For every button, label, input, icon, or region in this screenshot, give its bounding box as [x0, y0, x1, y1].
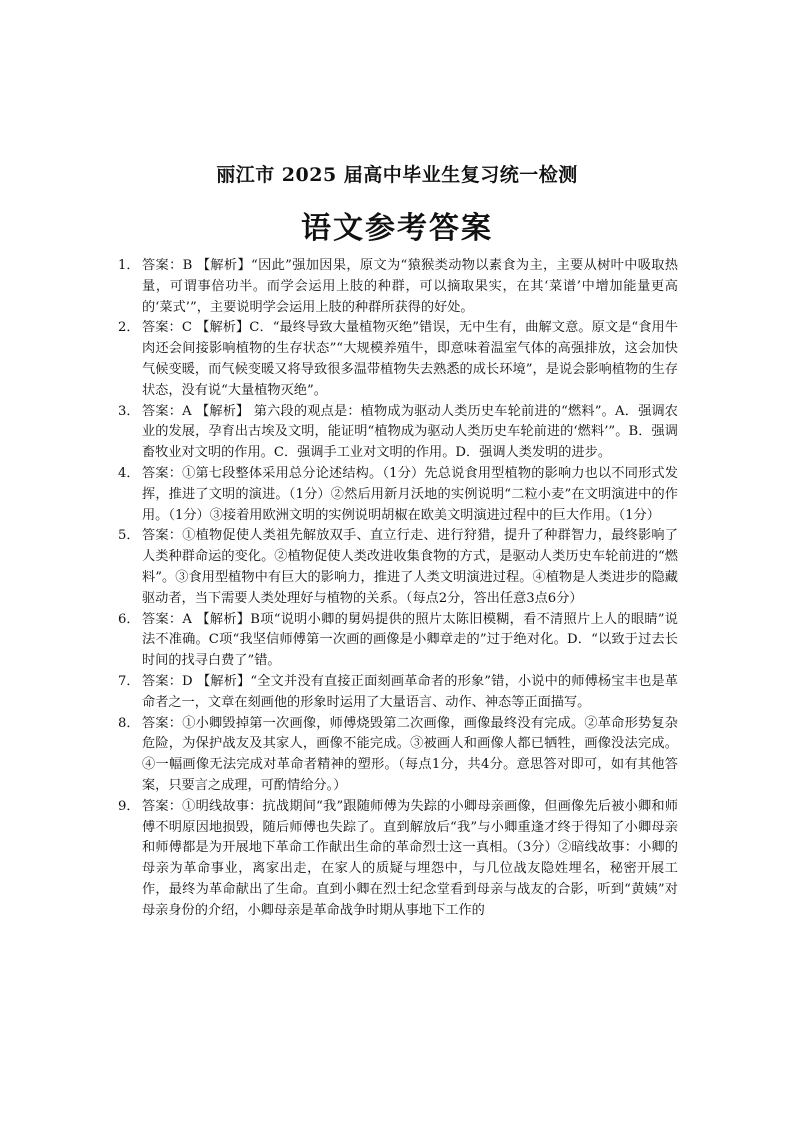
- answer-text: 答案：B 【解析】“因此”强加因果，原文为“猿猴类动物以素食为主，主要从树叶中吸取热量，可谓事倍功半。而学会运用上肢的种群，可以摘取果实，在其‘菜谱’中增加能量更高的‘菜式’”，主要说明学会运用上肢的种群所获得的好处。: [142, 258, 678, 315]
- answer-item-7: [118, 672, 678, 714]
- answer-item-8: [118, 714, 678, 797]
- answer-number: 7．: [118, 673, 140, 689]
- answer-text: 答案：①明线故事：抗战期间“我”跟随师傅为失踪的小卿母亲画像，但画像先后被小卿和师傅不明原因地损毁，随后师傅也失踪了。直到解放后“我”与小卿重逢才终于得知了小卿母亲和师傅都是为开展地下革命工作献出生命的革命烈士这一真相。（3分）②暗线故事：小卿的母亲为革命事业，离家出走，在家人的质疑与埋怨中，与几位战友隐姓埋名，秘密开展工作，最终为革命献出了生命。直到小卿在烈士纪念堂看到母亲与战友的合影，听到“黄姨”对母亲身份的介绍，小卿母亲是革命战争时期从事地下工作的: [142, 798, 678, 918]
- answer-text: 答案：D 【解析】“全文并没有直接正面刻画革命者的形象”错，小说中的师傅杨宝丰也是革命者之一，文章在刻画他的形象时运用了大量语言、动作、神态等正面描写。: [142, 673, 678, 710]
- answer-number: 3．: [118, 403, 140, 419]
- answer-text: 答案：①植物促使人类祖先解放双手、直立行走、进行狩猎，提升了种群智力，最终影响了人类种群命运的变化。②植物促使人类改进收集食物的方式，是驱动人类历史车轮前进的“燃料”。③食用型植物中有巨大的影响力，推进了人类文明演进过程。④植物是人类进步的隐藏驱动者，当下需要人类处理好与植物的关系。（每点2分，答出任意3点6分）: [142, 528, 678, 606]
- answer-item-3: [118, 402, 678, 464]
- answer-text: 答案：①小卿毁掉第一次画像，师傅烧毁第二次画像，画像最终没有完成。②革命形势复杂危险，为保护战友及其家人，画像不能完成。③被画人和画像人都已牺牲，画像没法完成。④一幅画像无法完成对革命者精神的塑形。（每点1分，共4分。意思答对即可，如有其他答案，只要言之成理，可酌情给分。）: [142, 715, 678, 793]
- answer-number: 4．: [118, 465, 140, 481]
- answer-number: 6．: [118, 611, 140, 627]
- answer-text: 答案：A 【解析】B项“说明小卿的舅妈提供的照片太陈旧模糊，看不清照片上人的眼睛”说法不准确。C项“我坚信师傅第一次画的画像是小卿章走的”过于绝对化。D．“以致于过去长时间的找寻白费了”错。: [142, 611, 678, 669]
- answer-number: 9．: [118, 798, 140, 814]
- document-title: 丽江市 2025 届高中毕业生复习统一检测: [216, 164, 578, 186]
- answer-text: 答案：A 【解析】 第六段的观点是：植物成为驱动人类历史车轮前进的“燃料”。A．强调农业的发展，孕育出古埃及文明，能证明“植物成为驱动人类历史车轮前进的‘燃料’”。B．强调畜牧业对文明的作用。C．强调手工业对文明的作用。D．强调人类发明的进步。: [142, 403, 678, 461]
- answer-text: 答案：①第七段整体采用总分论述结构。（1分）先总说食用型植物的影响力也以不同形式发挥，推进了文明的演进。（1分）②然后用新月沃地的实例说明“二粒小麦”在文明演进中的作用。（1分）③接着用欧洲文明的实例说明胡椒在欧美文明演进过程中的巨大作用。（1分）: [142, 465, 678, 523]
- document-subtitle: 语文参考答案: [301, 211, 493, 246]
- answer-item-1: [118, 256, 678, 318]
- answer-number: 5．: [118, 528, 140, 544]
- answer-item-2: [118, 318, 678, 401]
- answer-item-5: [118, 526, 678, 609]
- answer-item-4: [118, 464, 678, 526]
- answer-number: 1．: [118, 258, 140, 273]
- answer-list: [118, 256, 678, 922]
- answer-text: 答案：C 【解析】C．“最终导致大量植物灭绝”错误，无中生有，曲解文意。原文是“食用牛肉还会间接影响植物的生存状态”“大规模养殖牛，即意味着温室气体的高强排放，这会加快气候变暖，而气候变暖又将导致很多温带植物失去熟悉的成长环境”，是说会影响植物的生存状态，没有说“大量植物灭绝”。: [142, 320, 678, 398]
- answer-number: 8．: [118, 715, 140, 731]
- answer-item-9: [118, 797, 678, 922]
- answer-item-6: [118, 610, 678, 672]
- answer-number: 2．: [118, 320, 140, 336]
